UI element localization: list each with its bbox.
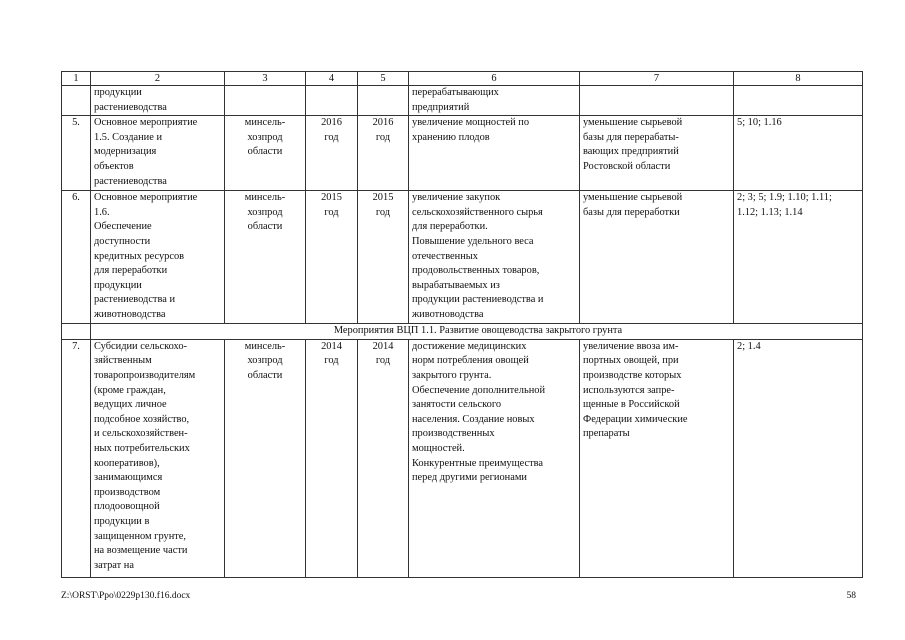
start-year-cell: 2015 год xyxy=(306,191,358,324)
column-number: 5 xyxy=(358,72,409,86)
executor-cell: минсель- хозпрод области xyxy=(225,191,306,324)
end-year-cell xyxy=(358,86,409,116)
section-title: Мероприятия ВЦП 1.1. Развитие овощеводства закрытого грунта xyxy=(91,324,863,340)
row-number xyxy=(62,86,91,116)
row-number: 7. xyxy=(62,339,91,577)
table-row xyxy=(62,116,863,191)
column-number: 8 xyxy=(734,72,863,86)
page-number: 58 xyxy=(846,591,856,601)
end-year-cell: 2015 год xyxy=(358,191,409,324)
expected-result-cell: увеличение закупок сельскохозяйственного сырья для переработки. Повышение удельного веса отечественных продовольственных товаров, вырабатываемых из продукции растениеводства и животноводства xyxy=(409,191,580,324)
start-year-cell: 2016 год xyxy=(306,116,358,191)
start-year-cell: 2014 год xyxy=(306,339,358,577)
consequence-cell: уменьшение сырьевой базы для переработки xyxy=(580,191,734,324)
column-number: 6 xyxy=(409,72,580,86)
measures-table xyxy=(61,71,863,578)
indicators-cell: 5; 10; 1.16 xyxy=(734,116,863,191)
section-row xyxy=(62,324,863,340)
consequence-cell xyxy=(580,86,734,116)
event-name-cell: Основное мероприятие 1.5. Создание и модернизация объектов растениеводства xyxy=(91,116,225,191)
indicators-cell xyxy=(734,86,863,116)
expected-result-cell: увеличение мощностей по хранению плодов xyxy=(409,116,580,191)
column-number: 1 xyxy=(62,72,91,86)
start-year-cell xyxy=(306,86,358,116)
expected-result-cell: достижение медицинских норм потребления овощей закрытого грунта. Обеспечение дополнительной занятости сельского населения. Создание новых производственных мощностей. Конкурентные преимущества перед другими регионами xyxy=(409,339,580,577)
consequence-cell: увеличение ввоза им- портных овощей, при производстве которых используются запре- щенные в Российской Федерации химические препараты xyxy=(580,339,734,577)
end-year-cell: 2014 год xyxy=(358,339,409,577)
row-number: 5. xyxy=(62,116,91,191)
event-name-cell: Субсидии сельскохо- зяйственным товаропроизводителям (кроме граждан, ведущих личное подсобное хозяйство, и сельскохозяйствен- ных потребительских кооперативов), занимающимся производством плодоовощной продукции в защищенном грунте, на возмещение части затрат на xyxy=(91,339,225,577)
executor-cell: минсель- хозпрод области xyxy=(225,339,306,577)
indicators-cell: 2; 3; 5; 1.9; 1.10; 1.11; 1.12; 1.13; 1.14 xyxy=(734,191,863,324)
executor-cell: минсель- хозпрод области xyxy=(225,116,306,191)
event-name-cell: Основное мероприятие 1.6. Обеспечение доступности кредитных ресурсов для переработки продукции растениеводства и животноводства xyxy=(91,191,225,324)
expected-result-cell: перерабатывающих предприятий xyxy=(409,86,580,116)
table-row xyxy=(62,339,863,577)
row-number: 6. xyxy=(62,191,91,324)
column-number: 3 xyxy=(225,72,306,86)
column-number-row xyxy=(62,72,863,86)
end-year-cell: 2016 год xyxy=(358,116,409,191)
column-number: 2 xyxy=(91,72,225,86)
indicators-cell: 2; 1.4 xyxy=(734,339,863,577)
column-number: 4 xyxy=(306,72,358,86)
event-name-cell: продукции растениеводства xyxy=(91,86,225,116)
table-row xyxy=(62,86,863,116)
executor-cell xyxy=(225,86,306,116)
section-spacer xyxy=(62,324,91,340)
table-row xyxy=(62,191,863,324)
footer-file-path: Z:\ORST\Ppo\0229p130.f16.docx xyxy=(61,591,191,601)
column-number: 7 xyxy=(580,72,734,86)
consequence-cell: уменьшение сырьевой базы для перерабаты- вающих предприятий Ростовской области xyxy=(580,116,734,191)
